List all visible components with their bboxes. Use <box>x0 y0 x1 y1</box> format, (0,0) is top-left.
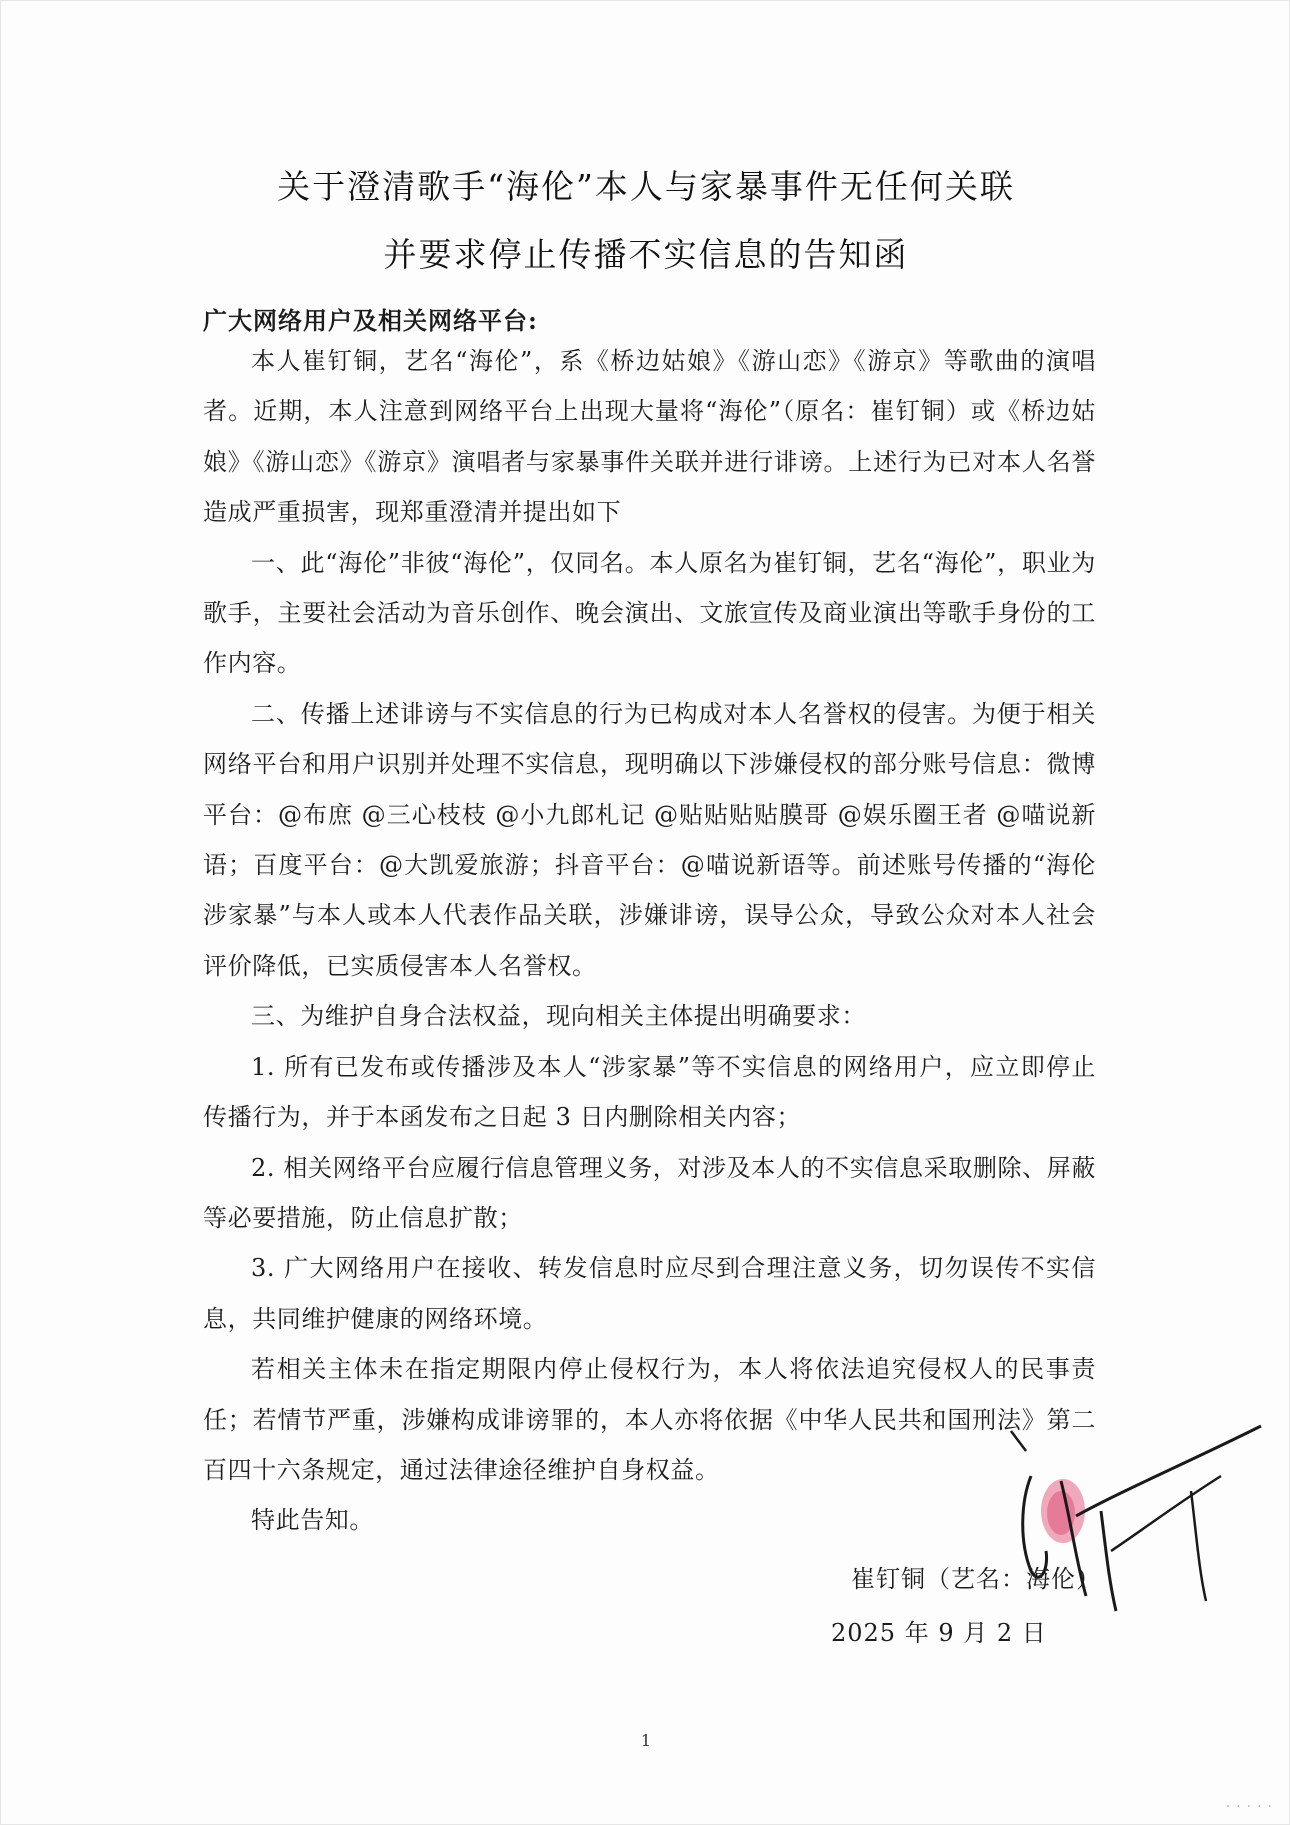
paragraph-legal-warning: 若相关主体未在指定期限内停止侵权行为，本人将依法追究侵权人的民事责任；若情节严重，涉嫌构成诽谤罪的，本人亦将依据《中华人民共和国刑法》第二百四十六条规定，通过法律途径维护自身权益。 <box>203 1355 1096 1484</box>
document-title-line-1: 关于澄清歌手“海伦”本人与家暴事件无任何关联 <box>277 167 1015 206</box>
paragraph-intro: 本人崔钉铜，艺名“海伦”，系《桥边姑娘》《游山恋》《游京》等歌曲的演唱者。近期，本人注意到网络平台上出现大量将“海伦”（原名：崔钉铜）或《桥边姑娘》《游山恋》《游京》演唱者与家暴事件关联并进行诽谤。上述行为已对本人名誉造成严重损害，现郑重澄清并提出如下 <box>203 347 1096 527</box>
paragraph-requirement-2: 2. 相关网络平台应履行信息管理义务，对涉及本人的不实信息采取删除、屏蔽等必要措施，防止信息扩散； <box>203 1153 1096 1232</box>
salutation: 广大网络用户及相关网络平台: <box>203 306 538 335</box>
paragraph-point-one: 一、此“海伦”非彼“海伦”，仅同名。本人原名为崔钉铜，艺名“海伦”，职业为歌手，主要社会活动为音乐创作、晚会演出、文旅宣传及商业演出等歌手身份的工作内容。 <box>203 548 1096 678</box>
paragraph-point-three: 三、为维护自身合法权益，现向相关主体提出明确要求： <box>251 1002 866 1031</box>
signature-date: 2025 年 9 月 2 日 <box>831 1619 1047 1647</box>
paragraph-requirement-3: 3. 广大网络用户在接收、转发信息时应尽到合理注意义务，切勿误传不实信息，共同维护健康的网络环境。 <box>203 1254 1096 1333</box>
page-number: 1 <box>640 1731 652 1750</box>
letter-body <box>203 336 1096 1546</box>
paragraph-requirement-1: 1. 所有已发布或传播涉及本人“涉家暴”等不实信息的网络用户，应立即停止传播行为，并于本函发布之日起 3 日内删除相关内容； <box>203 1052 1096 1132</box>
watermark-dots: ····· <box>1225 1799 1278 1815</box>
document-title-line-2: 并要求停止传播不实信息的告知函 <box>383 235 909 274</box>
paragraph-point-two: 二、传播上述诽谤与不实信息的行为已构成对本人名誉权的侵害。为便于相关网络平台和用户识别并处理不实信息，现明确以下涉嫌侵权的部分账号信息：微博平台：@布庶 @三心枝枝 @小九郎札记 @贴贴贴贴膜哥 @娱乐圈王者 @喵说新语；百度平台：@大凯爱旅游；抖音平台：@喵说新语等。前述账号传播的“海伦涉家暴”与本人或本人代表作品关联，涉嫌诽谤，误导公众，导致公众对本人社会评价降低，已实质侵害本人名誉权。 <box>203 699 1096 980</box>
paragraph-closing: 特此告知。 <box>251 1506 374 1535</box>
signer-name: 崔钉铜（艺名：海伦） <box>851 1565 1101 1593</box>
